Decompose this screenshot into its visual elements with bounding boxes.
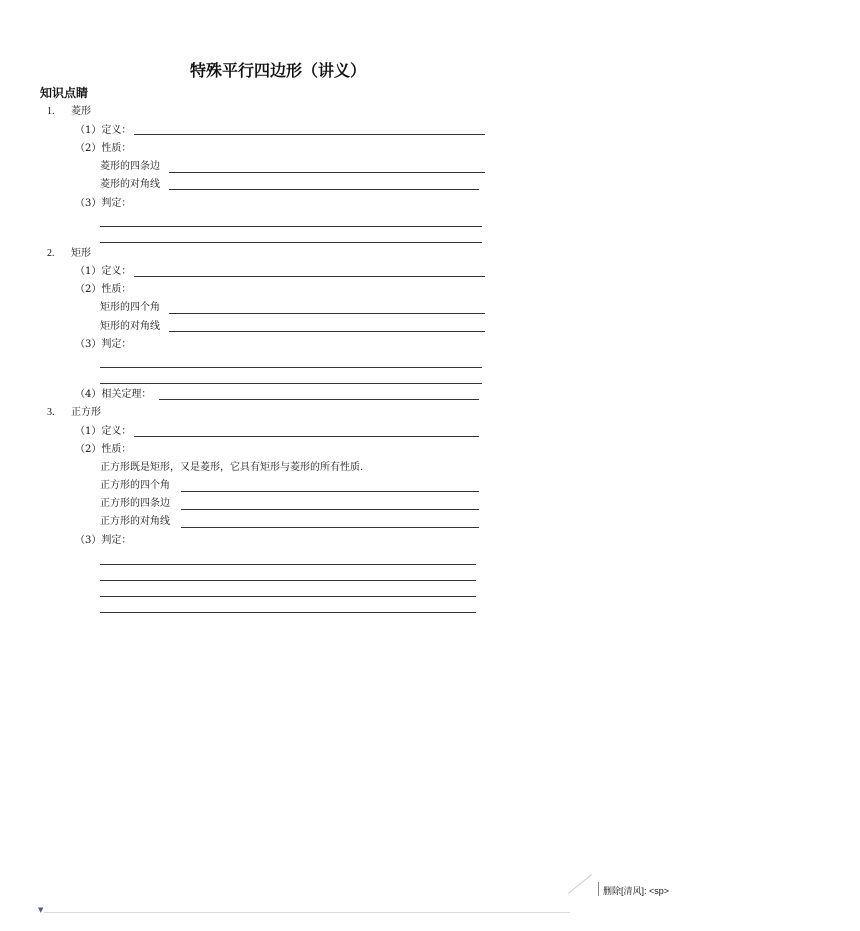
section-heading: 知识点睛 [40, 86, 89, 100]
rhombus-definition-blank[interactable] [134, 134, 485, 135]
comment-balloon-bar [598, 882, 599, 896]
section-3-number: 3. [47, 407, 55, 418]
rectangle-diagonals-blank[interactable] [169, 331, 485, 332]
rectangle-criteria-blank-2[interactable] [100, 383, 482, 384]
section-3-title: 正方形 [71, 407, 101, 418]
section-1-title: 菱形 [71, 106, 91, 117]
tracked-change-comment[interactable]: 删除[清风]: <sp> [603, 886, 670, 896]
rhombus-definition-label: （1）定义： [75, 125, 132, 136]
rectangle-property-label: （2）性质： [75, 284, 132, 295]
square-criteria-label: （3）判定： [75, 535, 132, 546]
section-2-title: 矩形 [71, 248, 91, 259]
section-2-number: 2. [47, 248, 55, 259]
square-criteria-blank-3[interactable] [100, 596, 476, 597]
rectangle-definition-label: （1）定义： [75, 266, 132, 277]
rhombus-diagonals-blank[interactable] [169, 189, 479, 190]
square-property-label: （2）性质： [75, 444, 132, 455]
rectangle-angles-blank[interactable] [169, 313, 485, 314]
rhombus-diagonals-label: 菱形的对角线 [100, 179, 160, 190]
rectangle-definition-blank[interactable] [134, 276, 485, 277]
document-title: 特殊平行四边形（讲义） [190, 61, 367, 80]
square-sides-blank[interactable] [181, 509, 479, 510]
square-angles-blank[interactable] [181, 491, 479, 492]
rhombus-sides-blank[interactable] [169, 172, 485, 173]
square-criteria-blank-2[interactable] [100, 580, 476, 581]
rhombus-property-label: （2）性质： [75, 143, 132, 154]
rectangle-theorem-label: （4）相关定理： [75, 389, 152, 400]
square-property-description: 正方形既是矩形，又是菱形，它具有矩形与菱形的所有性质. [100, 462, 364, 473]
rhombus-criteria-blank-2[interactable] [100, 242, 482, 243]
square-diagonals-label: 正方形的对角线 [100, 516, 170, 527]
rectangle-criteria-label: （3）判定： [75, 339, 132, 350]
rhombus-sides-label: 菱形的四条边 [100, 161, 160, 172]
square-definition-label: （1）定义： [75, 426, 132, 437]
square-sides-label: 正方形的四条边 [100, 498, 170, 509]
section-1-number: 1. [47, 106, 55, 117]
square-definition-blank[interactable] [134, 436, 479, 437]
rectangle-diagonals-label: 矩形的对角线 [100, 321, 160, 332]
comment-connector-line [568, 874, 592, 894]
rhombus-criteria-label: （3）判定： [75, 198, 132, 209]
change-marker-icon: ▼ [38, 906, 44, 914]
square-criteria-blank-4[interactable] [100, 612, 476, 613]
rectangle-angles-label: 矩形的四个角 [100, 302, 160, 313]
page-bottom-rule [44, 912, 570, 913]
rhombus-criteria-blank-1[interactable] [100, 226, 482, 227]
rectangle-criteria-blank-1[interactable] [100, 367, 482, 368]
rectangle-theorem-blank[interactable] [159, 399, 479, 400]
square-criteria-blank-1[interactable] [100, 564, 476, 565]
square-diagonals-blank[interactable] [181, 527, 479, 528]
square-angles-label: 正方形的四个角 [100, 480, 170, 491]
